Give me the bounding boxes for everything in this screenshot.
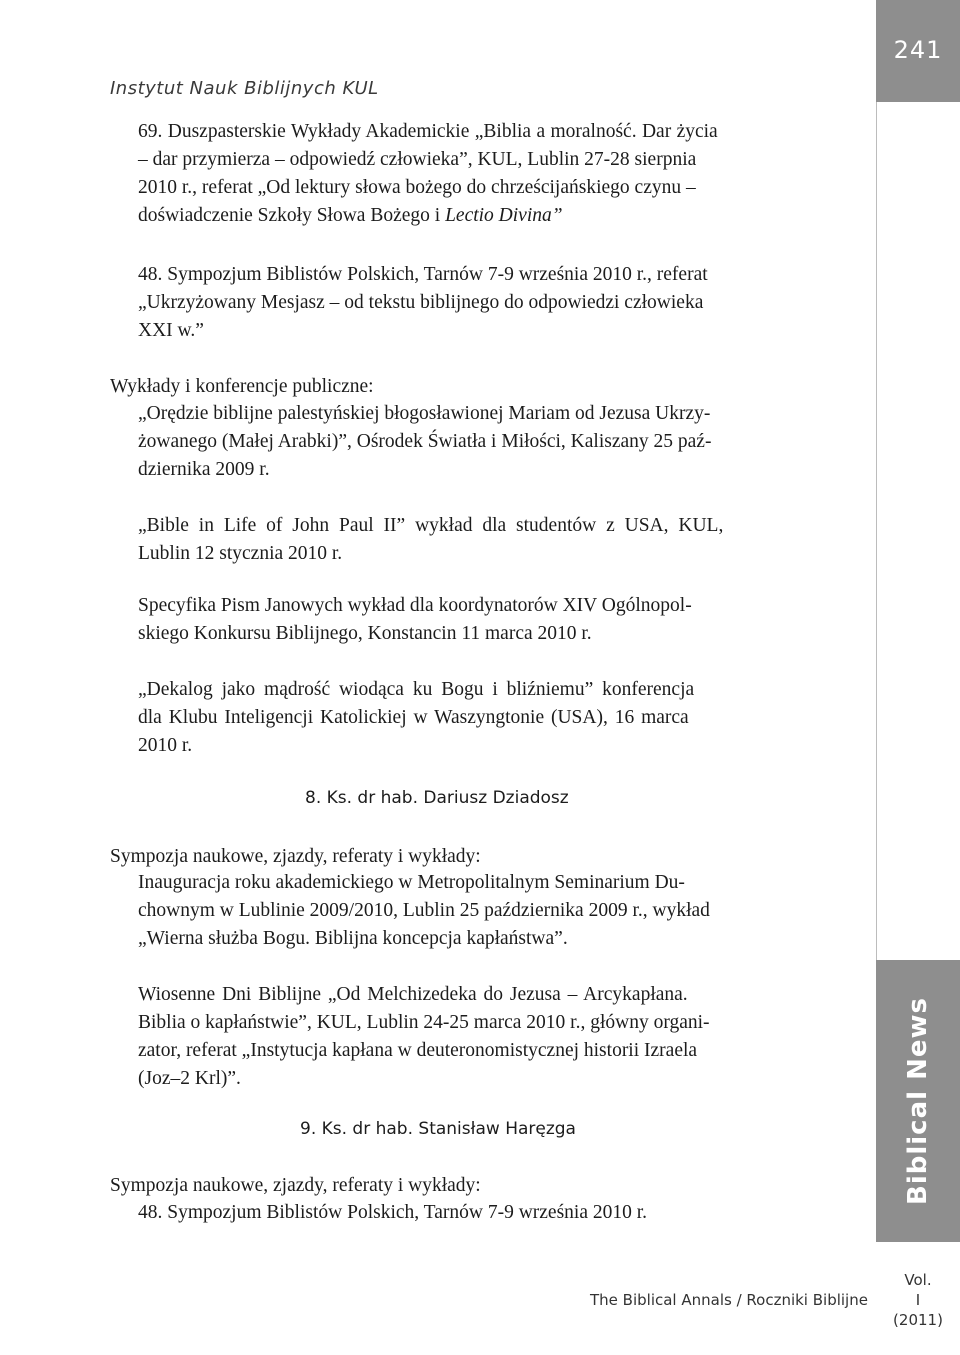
- text-line: chownym w Lublinie 2009/2010, Lublin 25 października 2009 r., wykład: [138, 900, 710, 921]
- text-line: Lublin 12 stycznia 2010 r.: [138, 543, 343, 564]
- running-head: Instytut Nauk Biblijnych KUL: [110, 78, 379, 99]
- text-line: (Joz–2 Krl)”.: [138, 1068, 241, 1089]
- page-number-tab: [876, 0, 960, 102]
- text-line: 2010 r.: [138, 735, 193, 756]
- entry-48: [138, 261, 818, 345]
- volume-year: (2011): [893, 1311, 943, 1329]
- text-line: „Dekalog jako mądrość wiodąca ku Bogu i bliźniemu” konferencja: [138, 679, 695, 700]
- text-line: 69. Duszpasterskie Wykłady Akademickie „Biblia a moralność. Dar życia: [138, 121, 718, 142]
- text-line: Inauguracja roku akademickiego w Metropolitalnym Seminarium Du-: [138, 872, 685, 893]
- entry-69: [138, 118, 818, 230]
- text-line: Biblia o kapłaństwie”, KUL, Lublin 24-25 marca 2010 r., główny organi-: [138, 1012, 710, 1033]
- section-8-heading: Sympozja naukowe, zjazdy, referaty i wykłady:: [110, 846, 481, 867]
- text-line: „Wierna służba Bogu. Biblijna koncepcja kapłaństwa”.: [138, 928, 568, 949]
- section-9-title: 9. Ks. dr hab. Stanisław Haręzga: [300, 1119, 576, 1139]
- text-line: Wiosenne Dni Biblijne „Od Melchizedeka do Jezusa – Arcykapłana.: [138, 984, 688, 1005]
- text-line: XXI w.”: [138, 320, 204, 341]
- section-tab: [876, 960, 960, 1242]
- section-8-entry-2: [138, 981, 818, 1093]
- text-line: 2010 r., referat „Od lektury słowa bożego do chrześcijańskiego czynu –: [138, 177, 696, 198]
- text-line: 48. Sympozjum Biblistów Polskich, Tarnów 7-9 września 2010 r., referat: [138, 264, 708, 285]
- lecture-2: [138, 512, 818, 568]
- page-number: 241: [893, 36, 943, 64]
- lecture-4: [138, 676, 818, 760]
- text-line: Specyfika Pism Janowych wykład dla koordynatorów XIV Ogólnopol-: [138, 595, 692, 616]
- lecture-1: [138, 400, 818, 484]
- rail-divider: [876, 102, 877, 960]
- text-segment: doświadczenie Szkoły Słowa Bożego i: [138, 205, 446, 226]
- text-line: [138, 202, 818, 230]
- side-label: Biblical News: [903, 997, 933, 1205]
- section-8-entry-1: [138, 869, 818, 953]
- italic-title: Lectio Divina”: [445, 205, 563, 226]
- volume-label: [876, 1270, 960, 1330]
- volume-number: I: [915, 1291, 921, 1309]
- journal-footer: The Biblical Annals / Roczniki Biblijne: [590, 1291, 868, 1309]
- text-line: „Bible in Life of John Paul II” wykład dla studentów z USA, KUL,: [138, 515, 724, 536]
- volume-vol: Vol.: [904, 1271, 932, 1289]
- text-line: „Ukrzyżowany Mesjasz – od tekstu biblijnego do odpowiedzi człowieka: [138, 292, 704, 313]
- side-rail: [876, 0, 960, 1355]
- text-line: „Orędzie biblijne palestyńskiej błogosławionej Mariam od Jezusa Ukrzy-: [138, 403, 711, 424]
- text-line: – dar przymierza – odpowiedź człowieka”, KUL, Lublin 27-28 sierpnia: [138, 149, 697, 170]
- text-line: żowanego (Małej Arabki)”, Ośrodek Światła i Miłości, Kaliszany 25 paź-: [138, 431, 712, 452]
- text-line: zator, referat „Instytucja kapłana w deuteronomistycznej historii Izraela: [138, 1040, 698, 1061]
- text-line: skiego Konkursu Biblijnego, Konstancin 11 marca 2010 r.: [138, 623, 592, 644]
- text-line: dla Klubu Inteligencji Katolickiej w Waszyngtonie (USA), 16 marca: [138, 707, 689, 728]
- lectures-heading: Wykłady i konferencje publiczne:: [110, 376, 374, 397]
- text-line: dziernika 2009 r.: [138, 459, 270, 480]
- lecture-3: [138, 592, 818, 648]
- section-9-heading: Sympozja naukowe, zjazdy, referaty i wykłady:: [110, 1175, 481, 1196]
- section-8-title: 8. Ks. dr hab. Dariusz Dziadosz: [305, 788, 569, 808]
- section-9-entry-1: 48. Sympozjum Biblistów Polskich, Tarnów 7-9 września 2010 r.: [138, 1202, 648, 1223]
